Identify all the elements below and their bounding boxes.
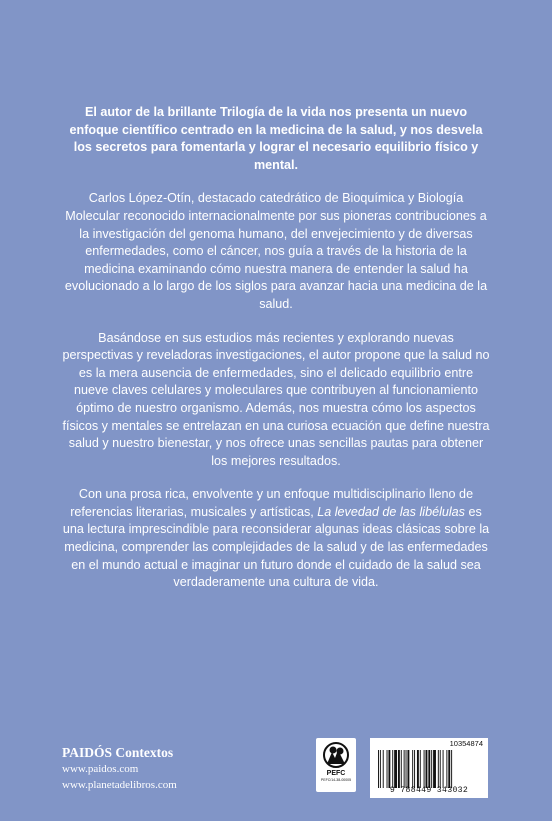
paragraph-summary-end: es una lectura imprescindible para reconsiderar algunas ideas clásicas sobre la medicina, comprender las complejidades de la salud y de las enfermedades en el mundo actual e imaginar un futuro donde el cuidado de la salud sea verdaderamente una cultura de vida. bbox=[62, 504, 490, 590]
pefc-label: PEFC bbox=[326, 770, 346, 777]
book-title: La levedad de las libélulas bbox=[317, 504, 465, 519]
isbn-number: 9 788449 343032 bbox=[389, 786, 469, 795]
back-cover-blurb bbox=[62, 104, 490, 608]
publisher-website-secondary: www.planetadelibros.com bbox=[62, 779, 177, 791]
barcode-bars bbox=[378, 750, 482, 788]
publisher-imprint: PAIDÓS Contextos bbox=[62, 745, 174, 760]
paragraph-author: Carlos López-Otín, destacado catedrático de Bioquímica y Biología Molecular reconocido internacionalmente por sus pioneras contribuciones a la investigación del genoma humano, del envejecimiento y de diversas enfermedades, como el cáncer, nos guía a través de la historia de la medicina examinando cómo nuestra manera de entender la salud ha evolucionado a lo largo de los siglos para avanzar hacia una medicina de la salud. bbox=[64, 191, 488, 311]
pefc-tree-icon bbox=[321, 742, 351, 770]
publisher-website: www.paidos.com bbox=[62, 763, 139, 775]
paragraph-summary bbox=[62, 486, 490, 592]
publisher-info bbox=[62, 744, 177, 793]
pefc-code: PEFC/14-38-00005 bbox=[320, 778, 352, 782]
barcode bbox=[370, 738, 488, 798]
lead-paragraph: El autor de la brillante Trilogía de la vida nos presenta un nuevo enfoque científico centrado en la medicina de la salud, y nos desvela los secretos para fomentarla y lograr el necesario equilibrio físico y mental. bbox=[69, 105, 483, 172]
pefc-certification-logo bbox=[316, 738, 356, 792]
paragraph-research: Basándose en sus estudios más recientes y explorando nuevas perspectivas y reveladoras investigaciones, el autor propone que la salud no es la mera ausencia de enfermedades, sino el delicado equilibrio entre nueve claves celulares y moleculares que contribuyen al funcionamiento óptimo de nuestro organismo. Además, nos muestra cómo los aspectos físicos y mentales se entrelazan en una curiosa ecuación que define nuestra salud y nuestro bienestar, y nos ofrece unas sencillas pautas para obtener los mejores resultados. bbox=[62, 330, 490, 468]
product-code: 10354874 bbox=[449, 739, 483, 748]
paragraph-summary-start: Con una prosa rica, envolvente y un enfoque multidisciplinario lleno de referencias literarias, musicales y artísticas, bbox=[70, 487, 474, 519]
